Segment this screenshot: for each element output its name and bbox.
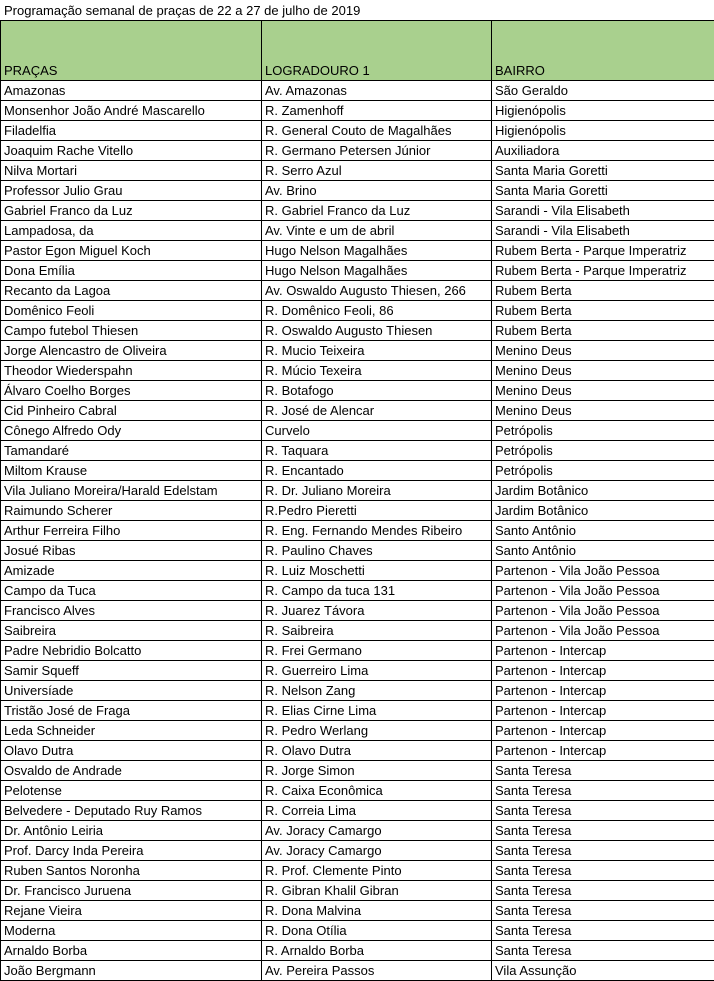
table-row [1,321,714,341]
table-row [1,741,714,761]
table-row [1,921,714,941]
cell-logradouro[interactable]: Hugo Nelson Magalhães [262,241,492,261]
cell-logradouro[interactable]: R. Arnaldo Borba [262,941,492,961]
column-header-bairro[interactable]: BAIRRO [492,21,714,81]
table-row [1,341,714,361]
cell-bairro[interactable]: Rubem Berta [492,321,714,341]
cell-bairro[interactable]: Partenon - Intercap [492,721,714,741]
cell-praca[interactable]: Amizade [1,561,262,581]
cell-praca[interactable]: Leda Schneider [1,721,262,741]
table-row [1,281,714,301]
table-row [1,461,714,481]
table-row [1,821,714,841]
table-row [1,661,714,681]
cell-bairro[interactable]: Menino Deus [492,401,714,421]
cell-logradouro[interactable]: R. Gibran Khalil Gibran [262,881,492,901]
cell-bairro[interactable]: Santa Teresa [492,941,714,961]
cell-logradouro[interactable]: R. Botafogo [262,381,492,401]
cell-bairro[interactable]: Partenon - Vila João Pessoa [492,581,714,601]
cell-bairro[interactable]: Santa Maria Goretti [492,161,714,181]
cell-praca[interactable]: Padre Nebridio Bolcatto [1,641,262,661]
cell-bairro[interactable]: Santa Teresa [492,901,714,921]
table-row [1,481,714,501]
cell-logradouro[interactable]: R. Jorge Simon [262,761,492,781]
table-row [1,101,714,121]
cell-logradouro[interactable]: R. Domênico Feoli, 86 [262,301,492,321]
cell-praca[interactable]: Tristão José de Fraga [1,701,262,721]
cell-bairro[interactable]: Higienópolis [492,101,714,121]
cell-praca[interactable]: Campo da Tuca [1,581,262,601]
cell-bairro[interactable]: Partenon - Intercap [492,661,714,681]
table-row [1,201,714,221]
table-row [1,881,714,901]
cell-praca[interactable]: Álvaro Coelho Borges [1,381,262,401]
cell-bairro[interactable]: Partenon - Vila João Pessoa [492,601,714,621]
table-row [1,141,714,161]
cell-bairro[interactable]: Santa Teresa [492,861,714,881]
cell-logradouro[interactable]: Av. Pereira Passos [262,961,492,981]
header-row [1,21,714,81]
cell-logradouro[interactable]: R. Saibreira [262,621,492,641]
cell-praca[interactable]: Universíade [1,681,262,701]
cell-praca[interactable]: Cid Pinheiro Cabral [1,401,262,421]
cell-bairro[interactable]: Partenon - Vila João Pessoa [492,621,714,641]
cell-praca[interactable]: Domênico Feoli [1,301,262,321]
table-row [1,641,714,661]
pracas-table [0,20,714,981]
cell-logradouro[interactable]: R. Germano Petersen Júnior [262,141,492,161]
cell-praca[interactable]: Moderna [1,921,262,941]
cell-logradouro[interactable]: Av. Amazonas [262,81,492,101]
cell-bairro[interactable]: Santa Teresa [492,921,714,941]
cell-logradouro[interactable]: R. Mucio Teixeira [262,341,492,361]
table-row [1,781,714,801]
table-row [1,601,714,621]
cell-bairro[interactable]: Santa Teresa [492,841,714,861]
cell-bairro[interactable]: Partenon - Intercap [492,681,714,701]
cell-praca[interactable]: Dona Emília [1,261,262,281]
table-row [1,441,714,461]
cell-logradouro[interactable]: R. Guerreiro Lima [262,661,492,681]
cell-praca[interactable]: Professor Julio Grau [1,181,262,201]
table-row [1,721,714,741]
table-row [1,301,714,321]
cell-praca[interactable]: Osvaldo de Andrade [1,761,262,781]
cell-praca[interactable]: Olavo Dutra [1,741,262,761]
table-row [1,561,714,581]
cell-bairro[interactable]: Santa Teresa [492,881,714,901]
cell-logradouro[interactable]: R. Olavo Dutra [262,741,492,761]
sheet-caption: Programação semanal de praças de 22 a 27 de julho de 2019 [4,3,361,18]
cell-bairro[interactable]: Rubem Berta [492,301,714,321]
cell-praca[interactable]: Theodor Wiederspahn [1,361,262,381]
table-row [1,401,714,421]
cell-bairro[interactable]: Partenon - Intercap [492,641,714,661]
cell-bairro[interactable]: Partenon - Intercap [492,741,714,761]
cell-praca[interactable]: Monsenhor João André Mascarello [1,101,262,121]
table-row [1,681,714,701]
cell-praca[interactable]: Amazonas [1,81,262,101]
cell-logradouro[interactable]: R. Eng. Fernando Mendes Ribeiro [262,521,492,541]
cell-logradouro[interactable]: R. Juarez Távora [262,601,492,621]
cell-praca[interactable]: Saibreira [1,621,262,641]
cell-bairro[interactable]: Petrópolis [492,421,714,441]
cell-logradouro[interactable]: R. Correia Lima [262,801,492,821]
cell-logradouro[interactable]: R. Dona Malvina [262,901,492,921]
table-row [1,221,714,241]
cell-bairro[interactable]: Jardim Botânico [492,481,714,501]
cell-logradouro[interactable]: R. Encantado [262,461,492,481]
cell-logradouro[interactable]: R. Pedro Werlang [262,721,492,741]
cell-bairro[interactable]: Santo Antônio [492,541,714,561]
cell-logradouro[interactable]: R. Oswaldo Augusto Thiesen [262,321,492,341]
cell-praca[interactable]: Tamandaré [1,441,262,461]
cell-praca[interactable]: Vila Juliano Moreira/Harald Edelstam [1,481,262,501]
table-row [1,261,714,281]
cell-bairro[interactable]: Rubem Berta - Parque Imperatriz [492,241,714,261]
table-row [1,81,714,101]
table-row [1,941,714,961]
cell-logradouro[interactable]: R. Serro Azul [262,161,492,181]
cell-praca[interactable]: Pelotense [1,781,262,801]
table-row [1,801,714,821]
cell-praca[interactable]: Recanto da Lagoa [1,281,262,301]
cell-bairro[interactable]: Menino Deus [492,341,714,361]
table-row [1,581,714,601]
cell-bairro[interactable]: Santa Teresa [492,761,714,781]
cell-praca[interactable]: Samir Squeff [1,661,262,681]
cell-logradouro[interactable]: R. Gabriel Franco da Luz [262,201,492,221]
cell-logradouro[interactable]: R. José de Alencar [262,401,492,421]
cell-praca[interactable]: Rejane Vieira [1,901,262,921]
cell-praca[interactable]: Campo futebol Thiesen [1,321,262,341]
cell-bairro[interactable]: Petrópolis [492,441,714,461]
cell-praca[interactable]: Arnaldo Borba [1,941,262,961]
column-header-pracas[interactable]: PRAÇAS [1,21,262,81]
cell-logradouro[interactable]: R.Pedro Pieretti [262,501,492,521]
cell-bairro[interactable]: Rubem Berta - Parque Imperatriz [492,261,714,281]
cell-praca[interactable]: Jorge Alencastro de Oliveira [1,341,262,361]
column-header-logradouro[interactable]: LOGRADOURO 1 [262,21,492,81]
table-row [1,541,714,561]
cell-praca[interactable]: Raimundo Scherer [1,501,262,521]
cell-bairro[interactable]: Sarandi - Vila Elisabeth [492,221,714,241]
cell-logradouro[interactable]: R. Campo da tuca 131 [262,581,492,601]
cell-bairro[interactable]: Santa Teresa [492,821,714,841]
cell-praca[interactable]: Dr. Antônio Leiria [1,821,262,841]
table-row [1,501,714,521]
cell-bairro[interactable]: Menino Deus [492,361,714,381]
cell-bairro[interactable]: Petrópolis [492,461,714,481]
cell-logradouro[interactable]: R. General Couto de Magalhães [262,121,492,141]
table-row [1,621,714,641]
cell-praca[interactable]: Prof. Darcy Inda Pereira [1,841,262,861]
cell-praca[interactable]: Ruben Santos Noronha [1,861,262,881]
cell-praca[interactable]: Lampadosa, da [1,221,262,241]
cell-praca[interactable]: Arthur Ferreira Filho [1,521,262,541]
cell-praca[interactable]: Belvedere - Deputado Ruy Ramos [1,801,262,821]
cell-bairro[interactable]: Santa Teresa [492,781,714,801]
table-row [1,901,714,921]
cell-bairro[interactable]: Higienópolis [492,121,714,141]
cell-logradouro[interactable]: R. Paulino Chaves [262,541,492,561]
cell-praca[interactable]: Pastor Egon Miguel Koch [1,241,262,261]
cell-bairro[interactable]: Menino Deus [492,381,714,401]
table-row [1,121,714,141]
cell-praca[interactable]: João Bergmann [1,961,262,981]
cell-praca[interactable]: Cônego Alfredo Ody [1,421,262,441]
table-row [1,861,714,881]
cell-logradouro[interactable]: Av. Brino [262,181,492,201]
cell-logradouro[interactable]: R. Nelson Zang [262,681,492,701]
cell-logradouro[interactable]: R. Frei Germano [262,641,492,661]
cell-logradouro[interactable]: R. Luiz Moschetti [262,561,492,581]
table-row [1,761,714,781]
table-row [1,701,714,721]
table-row [1,521,714,541]
cell-logradouro[interactable]: Av. Oswaldo Augusto Thiesen, 266 [262,281,492,301]
cell-bairro[interactable]: Rubem Berta [492,281,714,301]
cell-praca[interactable]: Nilva Mortari [1,161,262,181]
cell-logradouro[interactable]: R. Elias Cirne Lima [262,701,492,721]
cell-logradouro[interactable]: R. Zamenhoff [262,101,492,121]
table-row [1,421,714,441]
cell-praca[interactable]: Joaquim Rache Vitello [1,141,262,161]
cell-logradouro[interactable]: Av. Joracy Camargo [262,821,492,841]
cell-bairro[interactable]: Partenon - Vila João Pessoa [492,561,714,581]
table-row [1,961,714,981]
cell-bairro[interactable]: Sarandi - Vila Elisabeth [492,201,714,221]
cell-bairro[interactable]: São Geraldo [492,81,714,101]
cell-praca[interactable]: Josué Ribas [1,541,262,561]
table-row [1,241,714,261]
cell-bairro[interactable]: Auxiliadora [492,141,714,161]
cell-praca[interactable]: Miltom Krause [1,461,262,481]
table-row [1,841,714,861]
cell-praca[interactable]: Filadelfia [1,121,262,141]
cell-bairro[interactable]: Vila Assunção [492,961,714,981]
cell-bairro[interactable]: Santa Teresa [492,801,714,821]
cell-logradouro[interactable]: R. Taquara [262,441,492,461]
cell-logradouro[interactable]: R. Prof. Clemente Pinto [262,861,492,881]
cell-praca[interactable]: Dr. Francisco Juruena [1,881,262,901]
cell-bairro[interactable]: Jardim Botânico [492,501,714,521]
cell-bairro[interactable]: Santo Antônio [492,521,714,541]
cell-logradouro[interactable]: Av. Vinte e um de abril [262,221,492,241]
cell-logradouro[interactable]: Curvelo [262,421,492,441]
cell-praca[interactable]: Gabriel Franco da Luz [1,201,262,221]
cell-logradouro[interactable]: R. Dr. Juliano Moreira [262,481,492,501]
cell-logradouro[interactable]: Av. Joracy Camargo [262,841,492,861]
cell-logradouro[interactable]: R. Múcio Texeira [262,361,492,381]
table-row [1,361,714,381]
cell-bairro[interactable]: Partenon - Intercap [492,701,714,721]
cell-praca[interactable]: Francisco Alves [1,601,262,621]
table-row [1,381,714,401]
table-row [1,181,714,201]
cell-bairro[interactable]: Santa Maria Goretti [492,181,714,201]
cell-logradouro[interactable]: Hugo Nelson Magalhães [262,261,492,281]
cell-logradouro[interactable]: R. Dona Otília [262,921,492,941]
cell-logradouro[interactable]: R. Caixa Econômica [262,781,492,801]
table-row [1,161,714,181]
